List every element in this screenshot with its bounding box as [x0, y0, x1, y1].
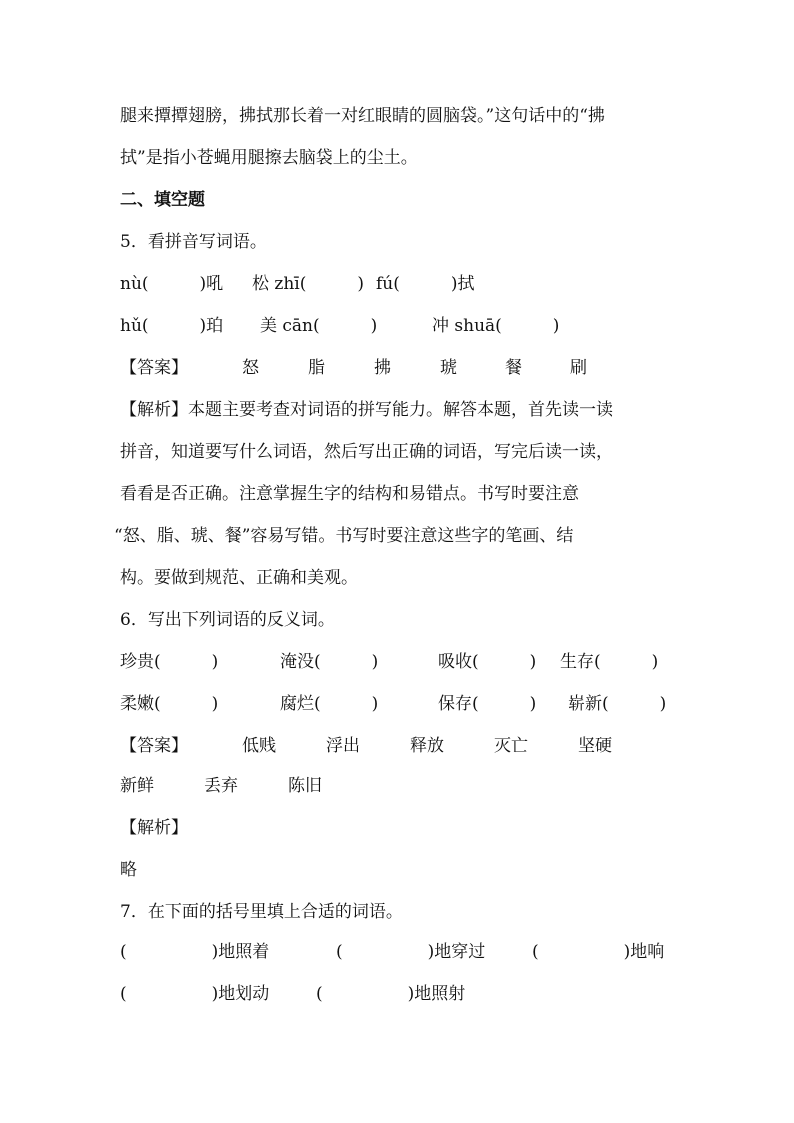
answer-word: 刷: [570, 358, 587, 378]
q6-analysis-text: 略: [120, 860, 137, 880]
q7-item: ( )地照射: [316, 984, 466, 1004]
q6-item: 保存( ): [438, 694, 537, 714]
section-title: 二、填空题: [120, 190, 205, 210]
q5-item: hǔ( )珀: [120, 316, 224, 336]
q5-item: 松 zhī( ): [252, 274, 365, 294]
answer-word: 灭亡: [494, 736, 528, 756]
q7-item: ( )地穿过: [336, 942, 486, 962]
q6-item: 腐烂( ): [280, 694, 379, 714]
q5-item: 冲 shuā( ): [432, 316, 560, 336]
q5-analysis-line: 看看是否正确。注意掌握生字的结构和易错点。书写时要注意: [120, 484, 579, 504]
q6-title: 6．写出下列词语的反义词。: [120, 610, 335, 630]
answer-word: 脂: [308, 358, 325, 378]
q5-item: 美 cān( ): [260, 316, 378, 336]
answer-word: 餐: [505, 358, 522, 378]
answer-word: 低贱: [242, 736, 276, 756]
answer-word: 陈旧: [288, 776, 322, 796]
answer-label: 【答案】: [120, 358, 188, 378]
q5-analysis-line: 【解析】本题主要考查对词语的拼写能力。解答本题，首先读一读: [120, 400, 613, 420]
q7-title: 7．在下面的括号里填上合适的词语。: [120, 902, 403, 922]
answer-word: 拂: [374, 358, 391, 378]
q7-item: ( )地划动: [120, 984, 270, 1004]
q5-item: fú( )拭: [376, 274, 475, 294]
q5-analysis-line: 拼音，知道要写什么词语，然后写出正确的词语，写完后读一读，: [120, 442, 613, 462]
q6-item: 淹没( ): [280, 652, 379, 672]
answer-word: 释放: [410, 736, 444, 756]
q6-item: 崭新( ): [568, 694, 667, 714]
answer-word: 新鲜: [120, 776, 154, 796]
q5-item: nù( )吼: [120, 274, 224, 294]
q6-item: 吸收( ): [438, 652, 537, 672]
q7-item: ( )地照着: [120, 942, 270, 962]
intro-line-2: 拭”是指小苍蝇用腿擦去脑袋上的尘土。: [120, 148, 418, 168]
q5-analysis-line: “怒、脂、琥、餐”容易写错。书写时要注意这些字的笔画、结: [114, 526, 574, 546]
answer-word: 坚硬: [578, 736, 612, 756]
answer-word: 浮出: [326, 736, 360, 756]
q5-title: 5．看拼音写词语。: [120, 232, 267, 252]
answer-word: 丢弃: [204, 776, 238, 796]
answer-word: 怒: [242, 358, 259, 378]
q6-item: 柔嫩( ): [120, 694, 219, 714]
answer-label: 【答案】: [120, 736, 188, 756]
intro-line-1: 腿来撢撢翅膀，拂拭那长着一对红眼睛的圆脑袋。”这句话中的“拂: [120, 106, 605, 126]
q6-analysis-label: 【解析】: [120, 818, 188, 838]
q6-item: 生存( ): [560, 652, 659, 672]
answer-word: 琥: [440, 358, 457, 378]
q6-item: 珍贵( ): [120, 652, 219, 672]
q7-item: ( )地响: [532, 942, 665, 962]
q5-analysis-line: 构。要做到规范、正确和美观。: [120, 568, 358, 588]
